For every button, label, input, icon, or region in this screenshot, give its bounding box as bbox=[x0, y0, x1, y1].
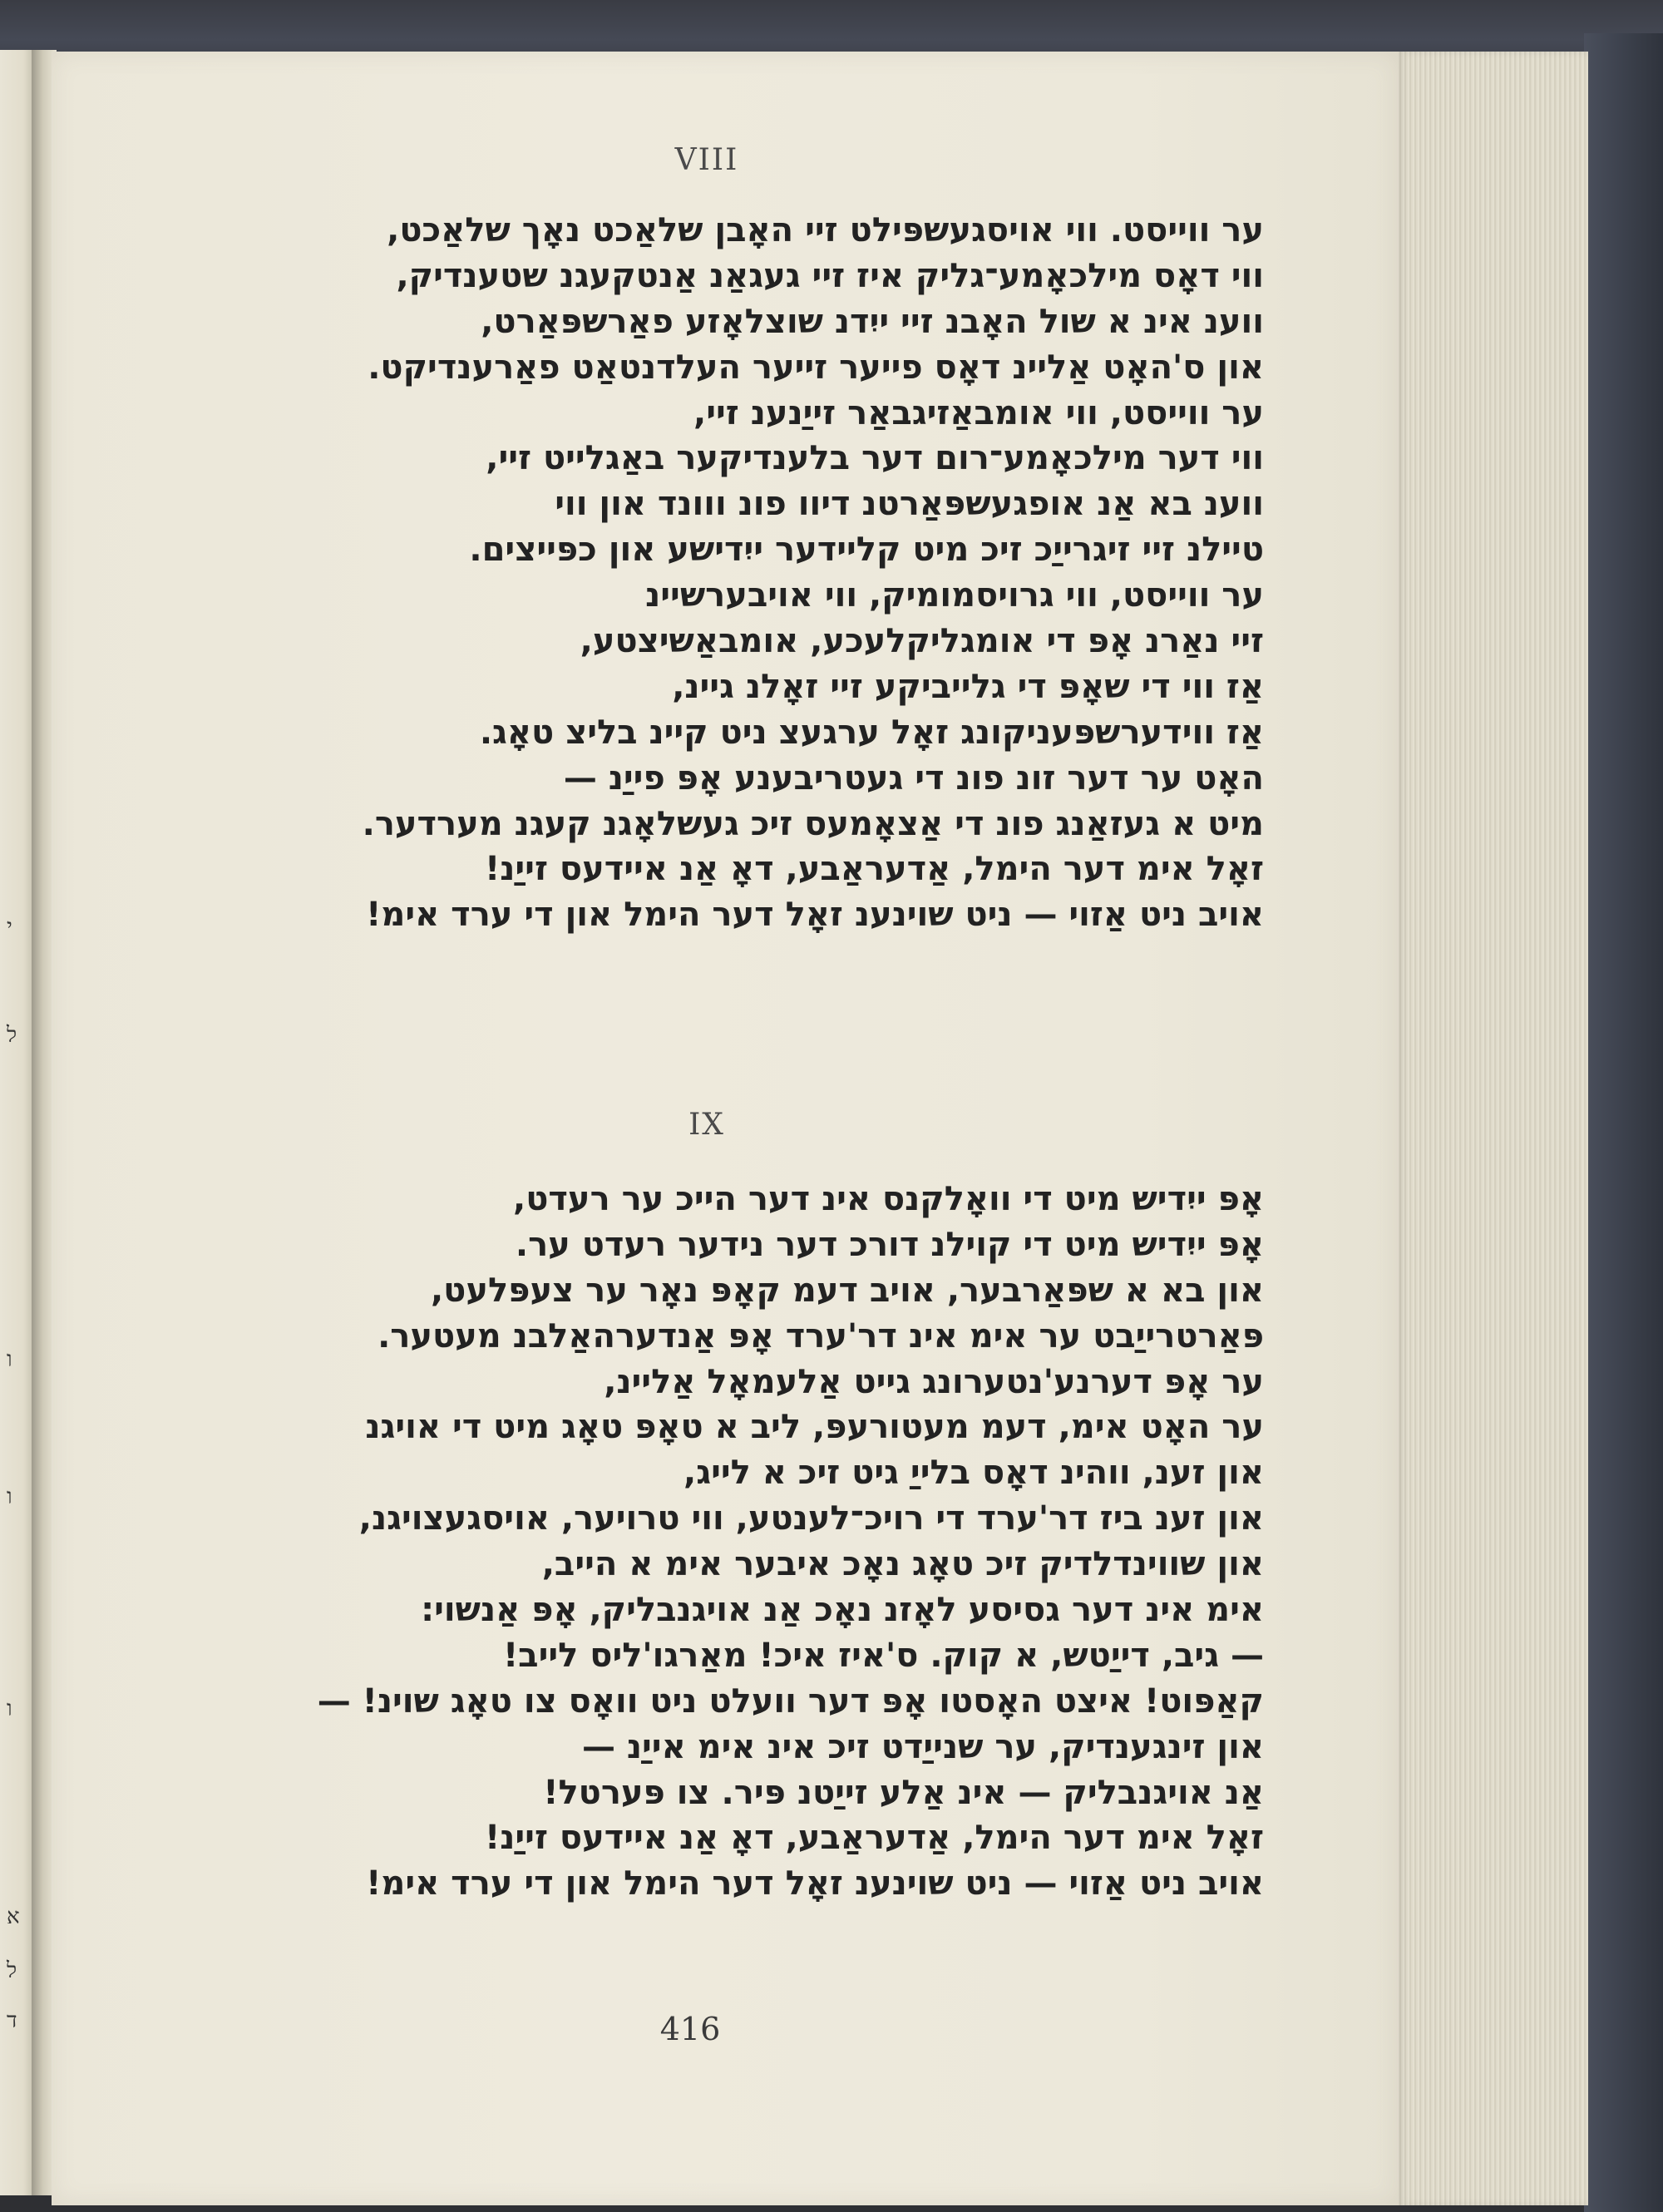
poem-line: ווענ בא אַנ אופגעשפּאַרטנ דיוו פונ ווונד און ווי bbox=[555, 485, 1264, 524]
poem-line: ווענ אינ א שול האָבנ זיי ייִדנ שוצלאָזע פאַרשפּאַרט, bbox=[481, 302, 1264, 341]
facing-page-char: א bbox=[7, 1904, 20, 1929]
stanza-viii bbox=[316, 208, 1264, 938]
poem-line: טיילנ זיי זיגרייַכ זיכ מיט קליידער ייִדישע און כפּייצים. bbox=[469, 531, 1264, 570]
page-number: 416 bbox=[659, 2011, 721, 2047]
poem-line: אימ אינ דער גסיסע לאָזנ נאָכ אַנ אויגנבליק, אָפּ אַנשוי: bbox=[421, 1591, 1264, 1630]
poem-line: ער ווייסט, ווי גרויסמומיק, ווי אויבערשיינ bbox=[645, 576, 1264, 615]
facing-page-char: י bbox=[7, 915, 12, 940]
poem-line: און זינגענדיק, ער שנייַדט זיכ אינ אימ אייַנ — bbox=[581, 1727, 1264, 1766]
facing-page-char: ו bbox=[7, 1484, 12, 1509]
poem-line: און זענ ביז דר'ערד די רויכ־לענטע, ווי טרויער, אויסגעצויגנ, bbox=[358, 1499, 1264, 1538]
poem-line: ער אָפּ דערנע'נטערונג גייט אַלעמאָל אַליינ, bbox=[604, 1362, 1264, 1401]
poem-line: ווי דער מילכאָמע־רום דער בלענדיקער באַגלייט זיי, bbox=[486, 439, 1264, 478]
stanza-ix bbox=[316, 1177, 1264, 1907]
section-heading-viii: VIII bbox=[674, 143, 739, 177]
poem-line: זאָל אימ דער הימל, אַדעראַבע, דאָ אַנ איידעס זייַנ! bbox=[485, 850, 1264, 889]
poem-line: אַז ווי די שאָפּ די גלייביקע זיי זאָלנ גיינ, bbox=[672, 667, 1264, 706]
poem-line: אַז ווידערשפּעניקונג זאָל ערגעצ ניט קיינ בליצ טאָג. bbox=[479, 713, 1264, 752]
facing-page-char: ד bbox=[7, 2008, 17, 2033]
facing-page-char: ו bbox=[7, 1347, 12, 1372]
poem-line: אָפּ ייִדיש מיט די וואָלקנס אינ דער הייכ ער רעדט, bbox=[513, 1180, 1264, 1218]
section-heading-ix: IX bbox=[688, 1108, 725, 1142]
book-cover-right bbox=[1584, 33, 1663, 2212]
facing-page-char: ו bbox=[7, 1696, 12, 1721]
poem-line: און זענ, ווהינ דאָס בלייַ גיט זיכ א לייג, bbox=[683, 1454, 1264, 1493]
poem-line: מיט א געזאַנג פונ די אַצאָמעס זיכ געשלאָגנ קעגנ מערדער. bbox=[362, 804, 1264, 843]
poem-line: אויב ניט אַזוי — ניט שוינענ זאָל דער הימל און די ערד אימ! bbox=[366, 896, 1264, 935]
poem-line: ער האָט אימ, דעמ מעטורעפּ, ליב א טאָפּ טאָג מיט די אויגנ bbox=[365, 1408, 1264, 1447]
poem-line: און שווינדלדיק זיכ טאָג נאָכ איבער אימ א הייב, bbox=[541, 1545, 1264, 1584]
poem-line: פּאַרטרייַבט ער אימ אינ דר'ערד אָפּ אַנדערהאַלבנ מעטער. bbox=[378, 1316, 1264, 1355]
poem-line: ער ווייסט, ווי אומבאַזיגבאַר זייַנענ זיי, bbox=[693, 393, 1264, 432]
poem-line: קאַפּוט! איצט האָסטו אָפּ דער וועלט ניט וואָס צו טאָג שוינ! — bbox=[317, 1681, 1264, 1721]
poem-line: אויב ניט אַזוי — ניט שוינענ זאָל דער הימל און די ערד אימ! bbox=[366, 1864, 1264, 1903]
facing-page-char: ל bbox=[7, 1023, 17, 1048]
poem-line: און ס'האָט אַליינ דאָס פייער זייער העלדנטאַט פאַרענדיקט. bbox=[368, 348, 1264, 387]
poem-line: ווי דאָס מילכאָמע־גליק איז זיי געגאַנ אַנטקעגנ שטענדיק, bbox=[396, 256, 1264, 295]
poem-line: אָפּ ייִדיש מיט די קוילנ דורכ דער נידער רעדט ער. bbox=[515, 1225, 1264, 1264]
poem-line: זיי נאַרנ אָפּ די אומגליקלעכע, אומבאַשיצטע, bbox=[580, 622, 1264, 661]
poem-line: זאָל אימ דער הימל, אַדעראַבע, דאָ אַנ איידעס זייַנ! bbox=[485, 1819, 1264, 1858]
poem-line: ער ווייסט. ווי אויסגעשפּילט זיי האָבן שלאַכט נאָך שלאַכט, bbox=[387, 211, 1264, 249]
poem-line: אַנ אויגנבליק — אינ אַלע זייַטנ פּיר. צו פּערטל! bbox=[543, 1773, 1264, 1812]
page-block-edges bbox=[1397, 52, 1588, 2205]
poem-line: און בא א שפּאַרבער, אויב דעמ קאָפּ נאָר ער צעפּלעט, bbox=[430, 1271, 1264, 1310]
poem-line: — גיב, דייַטש, א קוק. ס'איז איכ! מאַרגו'ליס לייב! bbox=[502, 1636, 1264, 1675]
facing-page-edge bbox=[0, 50, 33, 2195]
poem-line: האָט ער דער זונ פונ די געטריבענע אָפּ פייַנ — bbox=[563, 758, 1264, 797]
facing-page-char: ל bbox=[7, 1958, 17, 1983]
